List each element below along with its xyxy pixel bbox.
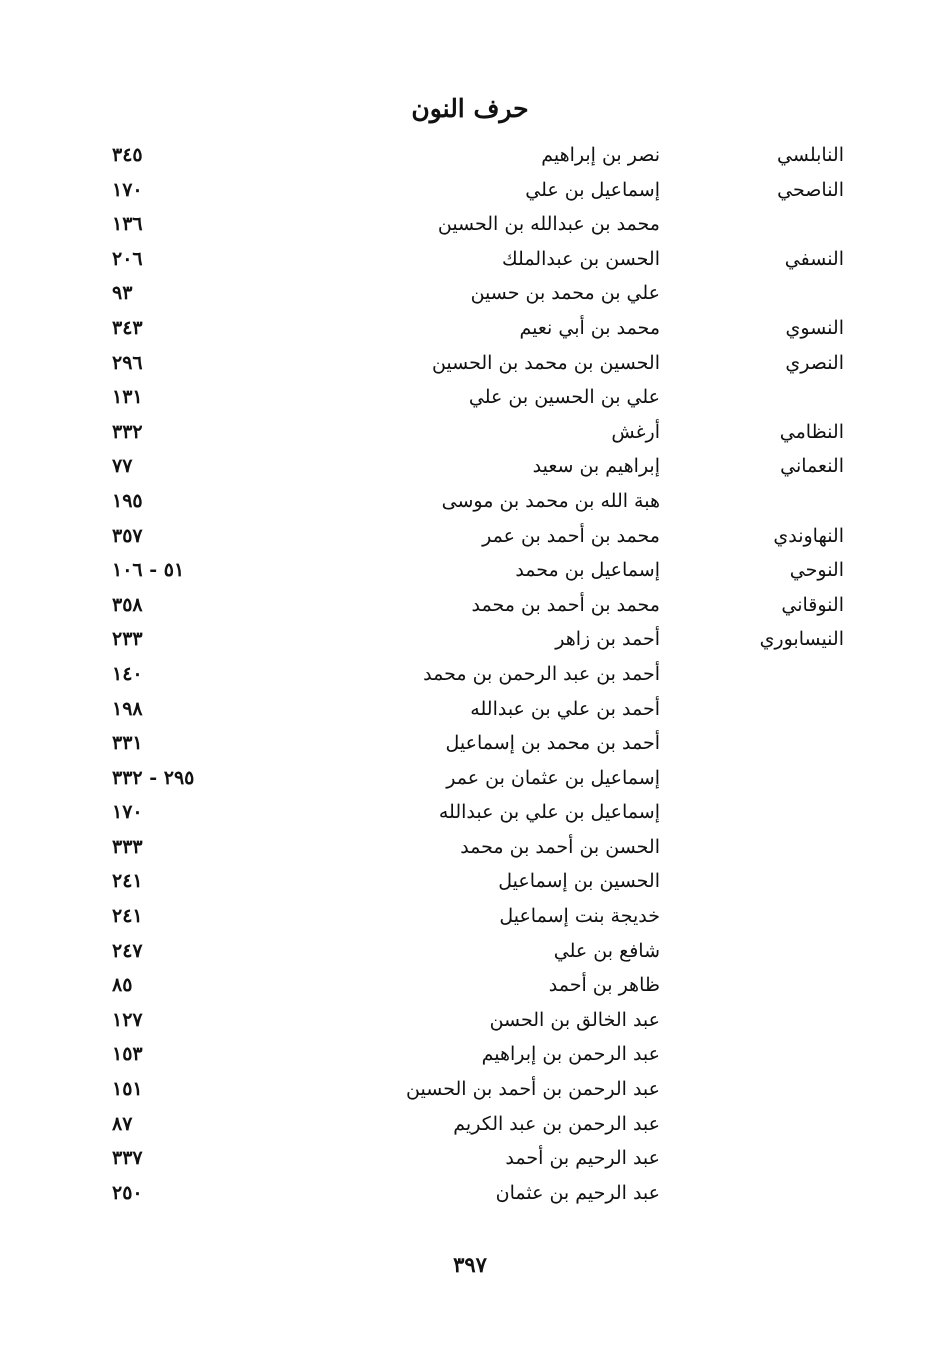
page-reference: ١٩٨ [112,697,143,720]
page-reference: ٢٥٠ [112,1181,143,1204]
index-row [0,244,940,279]
person-name: محمد بن أحمد بن محمد [471,593,660,616]
page-reference: ١٣٦ [112,213,143,236]
index-row [0,590,940,625]
index-row [0,797,940,832]
person-name: ظاهر بن أحمد [548,974,660,997]
person-name: أحمد بن علي بن عبدالله [470,697,660,720]
index-row [0,209,940,244]
person-name: عبد الرحيم بن أحمد [505,1147,660,1170]
index-row [0,521,940,556]
index-entries [0,140,940,1212]
person-name: هبة الله بن محمد بن موسى [441,489,660,512]
nisba-label: الناصحي [777,178,844,201]
page-reference: ٣٣٣ [112,835,143,858]
index-row [0,451,940,486]
page-reference: ٣٤٣ [112,316,143,339]
page-reference: ٢٩٥ - ٣٣٢ [112,766,195,789]
page-reference: ٩٣ [112,282,133,305]
page-reference: ٣٤٥ [112,144,143,166]
index-row [0,1005,940,1040]
person-name: أحمد بن محمد بن إسماعيل [445,732,660,755]
page-reference: ١٩٥ [112,489,143,512]
index-row [0,866,940,901]
person-name: إسماعيل بن عثمان بن عمر [446,766,660,789]
index-row [0,901,940,936]
person-name: عبد الرحمن بن إبراهيم [481,1043,660,1066]
index-row [0,1178,940,1213]
index-row [0,382,940,417]
nisba-label: النظامي [779,420,844,443]
person-name: أحمد بن زاهر [555,628,660,651]
index-row [0,278,940,313]
section-heading: حرف النون [411,94,529,123]
person-name: شافع بن علي [553,939,660,962]
nisba-label: النهاوندي [773,524,844,547]
index-row [0,832,940,867]
person-name: نصر بن إبراهيم [541,144,660,166]
person-name: عبد الرحيم بن عثمان [495,1181,660,1204]
nisba-label: النابلسي [777,144,844,166]
index-row [0,417,940,452]
person-name: علي بن محمد بن حسين [470,282,660,305]
page-reference: ١٤٠ [112,662,143,685]
person-name: عبد الرحمن بن أحمد بن الحسين [406,1078,660,1101]
person-name: أحمد بن عبد الرحمن بن محمد [423,662,660,685]
nisba-label: النوقاني [781,593,844,616]
index-row [0,1039,940,1074]
page-reference: ٢٤١ [112,905,143,928]
page-reference: ٢٣٣ [112,628,143,651]
index-row [0,140,940,175]
person-name: إسماعيل بن محمد [515,559,660,582]
page-reference: ٨٥ [112,974,133,997]
index-row [0,1143,940,1178]
index-row [0,175,940,210]
nisba-label: النوحي [789,559,844,582]
page-reference: ٣٣٢ [112,420,143,443]
nisba-label: النيسابوري [759,628,844,651]
person-name: محمد بن عبدالله بن الحسين [437,213,660,236]
nisba-label: النسفي [784,247,844,270]
person-name: الحسن بن عبدالملك [502,247,660,270]
index-row [0,1074,940,1109]
person-name: علي بن الحسين بن علي [468,386,660,409]
index-row [0,694,940,729]
page-reference: ١٥٣ [112,1043,143,1066]
page-reference: ١٥١ [112,1078,143,1101]
index-row [0,936,940,971]
person-name: أرغش [611,420,660,443]
index-row [0,348,940,383]
person-name: الحسين بن إسماعيل [498,870,660,893]
person-name: عبد الرحمن بن عبد الكريم [453,1112,660,1135]
person-name: خديجة بنت إسماعيل [499,905,660,928]
index-row [0,1109,940,1144]
page-reference: ٨٧ [112,1112,133,1135]
person-name: إبراهيم بن سعيد [532,455,660,478]
person-name: محمد بن أحمد بن عمر [482,524,660,547]
page-reference: ١٢٧ [112,1008,143,1031]
page-reference: ٧٧ [112,455,133,478]
index-row [0,659,940,694]
person-name: محمد بن أبي نعيم [519,316,660,339]
page-reference: ٢٩٦ [112,351,143,374]
index-row [0,555,940,590]
page-reference: ٥١ - ١٠٦ [112,559,185,582]
page-reference: ٣٥٨ [112,593,143,616]
index-row [0,313,940,348]
page-reference: ٢٤١ [112,870,143,893]
page-reference: ١٣١ [112,386,143,409]
person-name: الحسن بن أحمد بن محمد [460,835,660,858]
page-reference: ٢٠٦ [112,247,143,270]
person-name: إسماعيل بن علي [525,178,660,201]
nisba-label: النسوي [785,316,844,339]
page-reference: ٣٣٧ [112,1147,143,1170]
person-name: الحسين بن محمد بن الحسين [431,351,660,374]
index-row [0,970,940,1005]
index-row [0,728,940,763]
index-row [0,763,940,798]
page-reference: ١٧٠ [112,178,143,201]
index-row [0,624,940,659]
page-reference: ١٧٠ [112,801,143,824]
nisba-label: النعماني [780,455,844,478]
nisba-label: النصري [785,351,844,374]
person-name: إسماعيل بن علي بن عبدالله [438,801,660,824]
page-number: ٣٩٧ [453,1252,487,1277]
person-name: عبد الخالق بن الحسن [489,1008,660,1031]
page-reference: ٣٥٧ [112,524,143,547]
index-row [0,486,940,521]
page-reference: ٣٣١ [112,732,143,755]
page-reference: ٢٤٧ [112,939,143,962]
